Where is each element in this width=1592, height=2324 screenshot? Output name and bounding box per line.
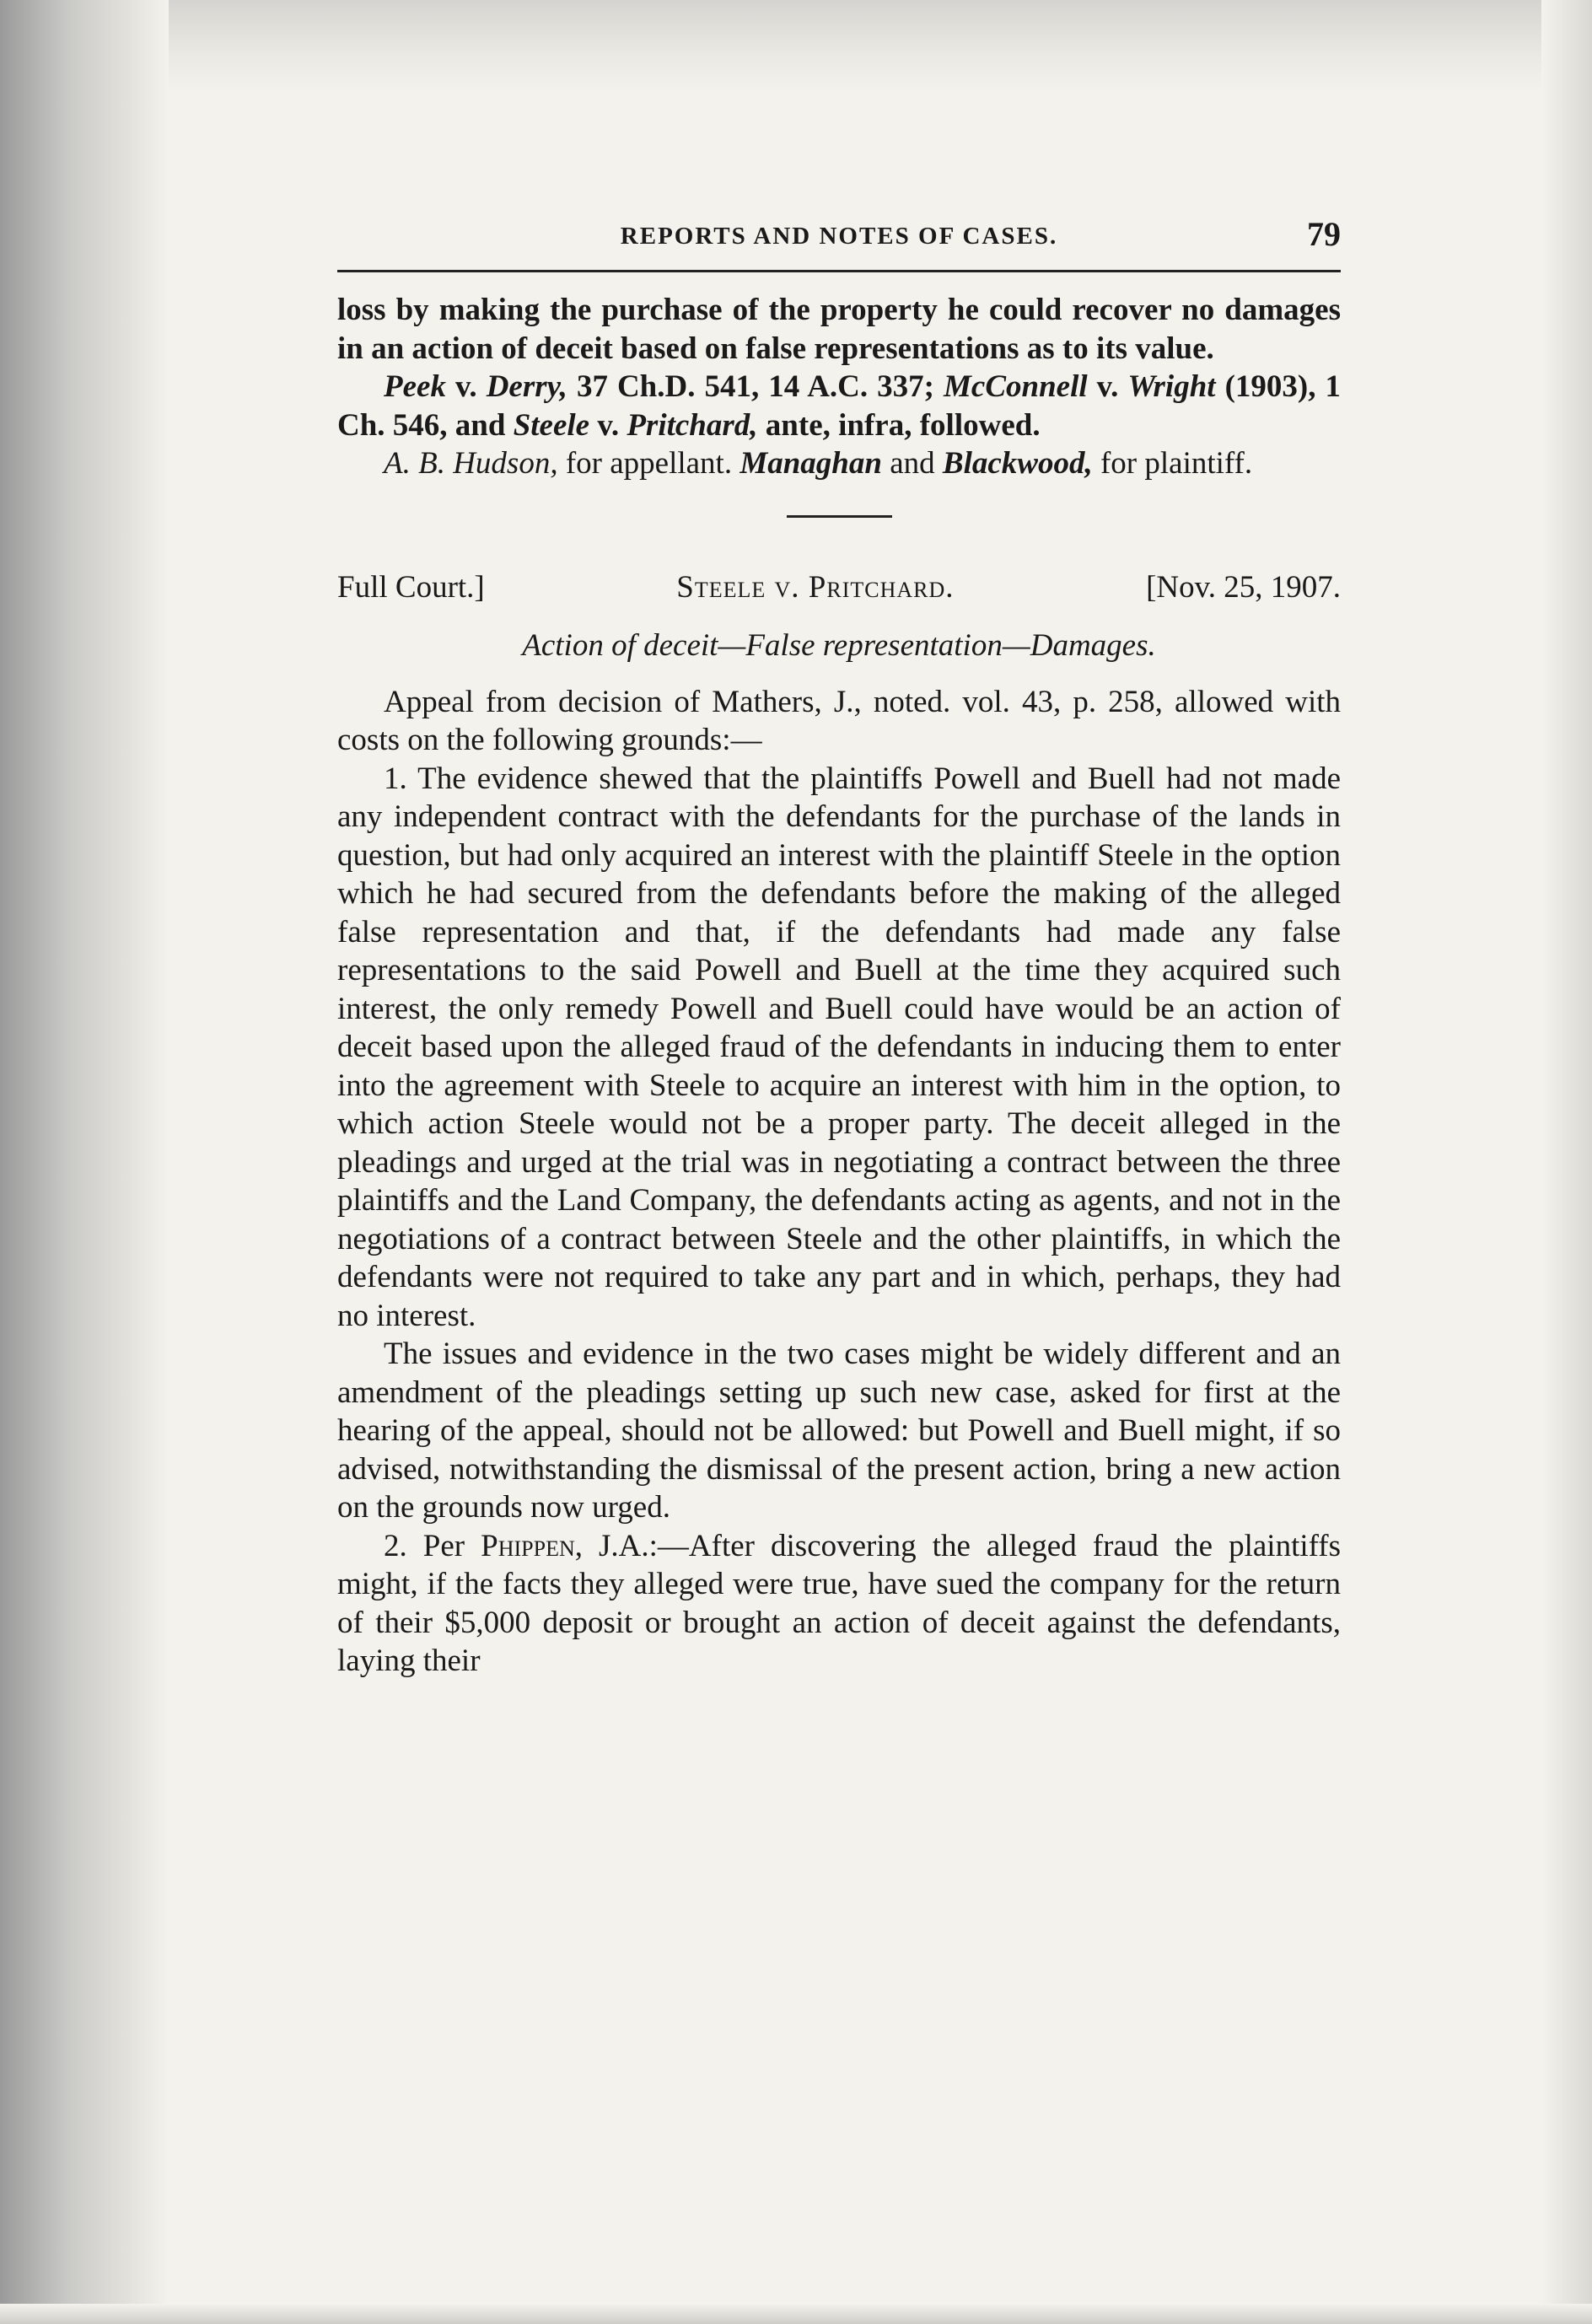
versus: v. (445, 369, 487, 404)
counsel-name: Blackwood, (942, 446, 1093, 481)
citation: ante, infra, followed. (757, 407, 1041, 443)
case-title: Steele v. Pritchard. (676, 569, 955, 605)
case-subject: Action of deceit—False representation—Damages. (522, 627, 1156, 663)
case-date: [Nov. 25, 1907. (1146, 569, 1341, 605)
case-name: Pritchard, (627, 407, 758, 443)
paragraph-text: :—After discovering the alleged fraud the plaintiffs might, if the facts they alleged were true, have sued the company for the return of their $5,000 deposit or brought an action of deceit against the defendants, laying their (337, 1528, 1341, 1678)
scan-right-edge (1541, 0, 1592, 2324)
citation: (1903), 1 Ch. 546, and (337, 369, 1341, 443)
case-paragraph: Appeal from decision of Mathers, J., noted. vol. 43, p. 258, allowed with costs on the following grounds:— (337, 684, 1341, 757)
counsel-role: for plaintiff. (1092, 446, 1253, 481)
holding-continued: loss by making the purchase of the property he could recover no damages in an action of deceit based on false representations as to its value. (337, 293, 1341, 366)
case-paragraph: The issues and evidence in the two cases might be widely different and an amendment of the pleadings setting up such new case, asked for first at the hearing of the appeal, should not be allowed: but Powell and Buell might, if so advised, notwithstanding the dismissal of the present action, bring a new action on the grounds now urged. (337, 1337, 1341, 1525)
counsel-and: and (881, 446, 943, 481)
paragraph-prefix: 2. Per (384, 1528, 481, 1563)
counsel-name: A. B. Hudson, (384, 446, 558, 481)
citation: 37 Ch.D. 541, 14 A.C. 337; (567, 369, 944, 404)
case-name: Derry, (486, 369, 567, 404)
case-name: McConnell (944, 369, 1088, 404)
scan-bottom-edge (0, 2304, 1592, 2324)
counsel-paragraph (337, 444, 1341, 483)
case-name: Steele (513, 407, 590, 443)
case-separator (787, 515, 892, 518)
court-name: Full Court.] (337, 569, 485, 605)
running-head: REPORTS AND NOTES OF CASES. (620, 223, 1058, 250)
case-name: Wright (1127, 369, 1216, 404)
counsel-name: Managhan (740, 446, 882, 481)
case-paragraph: 1. The evidence shewed that the plaintiffs Powell and Buell had not made any independent contract with the defendants for the purchase of the lands in question, but had only acquired an interest with the plaintiff Steele in the option which he had secured from the defendants before the making of the alleged false representation and that, if the defendants had made any false representations to the said Powell and Buell at the time they acquired such interest, the only remedy Powell and Buell could have would be an action of deceit based upon the alleged fraud of the defendants in inducing them to enter into the agreement with Steele to acquire an interest with him in the option, to which action Steele would not be a proper party. The deceit alleged in the pleadings and urged at the trial was in negotiating a contract between the three plaintiffs and the Land Company, the defendants acting as agents, and not in the negotiations of a contract between Steele and the other plaintiffs, in which the defendants were not required to take any part and in which, perhaps, they had no interest. (337, 761, 1341, 1333)
versus: v. (589, 407, 627, 443)
scan-top-edge (0, 0, 1592, 93)
document-page (337, 211, 1341, 1681)
case-paragraph (337, 1527, 1341, 1681)
page-header (337, 211, 1341, 272)
authorities-paragraph (337, 368, 1341, 444)
body-text (337, 291, 1341, 1681)
counsel-role: for appellant. (557, 446, 740, 481)
case-heading (337, 568, 1341, 606)
judge-name: Phippen, J.A. (481, 1528, 649, 1563)
page-number: 79 (1307, 215, 1341, 253)
book-spine-shadow (0, 0, 169, 2324)
versus: v. (1087, 369, 1128, 404)
case-name: Peek (384, 369, 446, 404)
